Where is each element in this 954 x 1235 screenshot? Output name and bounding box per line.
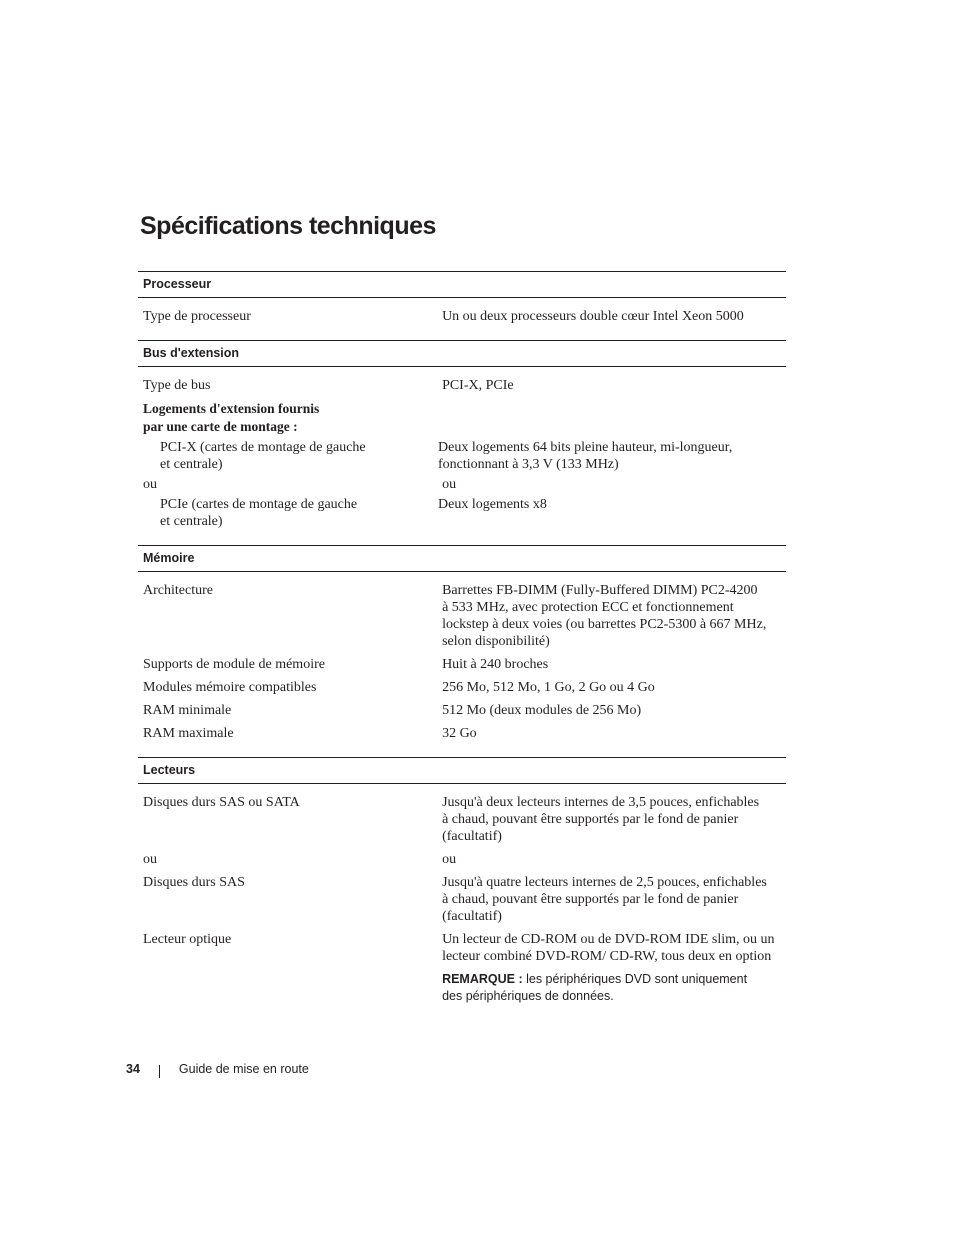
note-text: les périphériques DVD sont uniquement: [522, 972, 748, 986]
section-drives: [138, 757, 786, 1020]
spec-row-or: [138, 851, 786, 868]
spec-value: [442, 582, 786, 650]
spec-value-line: Un lecteur de CD-ROM ou de DVD-ROM IDE slim, ou un: [442, 932, 775, 947]
section-memory: [138, 545, 786, 757]
spec-row-or: [138, 476, 786, 493]
spec-row-memory-sockets: [138, 656, 786, 673]
spec-label-line: PCIe (cartes de montage de gauche: [160, 497, 358, 512]
spec-row-ram-max: [138, 725, 786, 742]
spec-value: [442, 931, 786, 1005]
spec-value: Un ou deux processeurs double cœur Intel Xeon 5000: [442, 309, 744, 324]
spec-value: Huit à 240 broches: [442, 657, 549, 672]
spec-row-expansion-slots: [138, 400, 786, 436]
spec-label: Type de bus: [143, 378, 211, 393]
section-heading-drives: Lecteurs: [138, 758, 786, 784]
spec-label-line: et centrale): [160, 457, 223, 472]
page-footer: [126, 1062, 309, 1076]
spec-value-line: (facultatif): [442, 829, 502, 844]
spec-label: Type de processeur: [143, 309, 251, 324]
document-title: Guide de mise en route: [178, 1062, 309, 1076]
spec-label: Modules mémoire compatibles: [143, 680, 317, 695]
spec-value: PCI-X, PCIe: [442, 378, 514, 393]
spec-label: Architecture: [143, 583, 213, 598]
spec-label: Lecteur optique: [143, 932, 232, 947]
section-heading-processor: Processeur: [138, 272, 786, 298]
spec-label: [138, 439, 438, 473]
spec-value-line: Deux logements 64 bits pleine hauteur, mi-longueur,: [438, 440, 733, 455]
spec-value: Deux logements x8: [438, 497, 547, 512]
spec-value: [442, 874, 786, 925]
spec-value: [438, 439, 783, 473]
spec-label: RAM maximale: [143, 726, 234, 741]
spec-value-line: à 533 MHz, avec protection ECC et fonctionnement: [442, 600, 734, 615]
page-number: 34: [126, 1062, 140, 1076]
spec-label-line: Logements d'extension fournis: [143, 401, 320, 416]
spec-label: Disques durs SAS: [143, 875, 245, 890]
spec-value-line: Jusqu'à quatre lecteurs internes de 2,5 pouces, enfichables: [442, 875, 767, 890]
section-processor: [138, 271, 786, 340]
note: [442, 971, 786, 1005]
spec-row-pcix: [138, 439, 786, 473]
spec-value-line: Barrettes FB-DIMM (Fully-Buffered DIMM) PC2-4200: [442, 583, 758, 598]
footer-separator: [159, 1065, 160, 1078]
spec-row-sas: [138, 874, 786, 925]
note-text: des périphériques de données.: [442, 989, 614, 1003]
spec-label-line: PCI-X (cartes de montage de gauche: [160, 440, 366, 455]
spec-row-sas-sata: [138, 794, 786, 845]
spec-value: [442, 794, 786, 845]
spec-value-line: selon disponibilité): [442, 634, 550, 649]
spec-value-line: à chaud, pouvant être supportés par le fond de panier: [442, 892, 739, 907]
spec-value-line: fonctionnant à 3,3 V (133 MHz): [438, 457, 619, 472]
spec-value: ou: [442, 852, 457, 867]
spec-row-memory-modules: [138, 679, 786, 696]
spec-value-line: (facultatif): [442, 909, 502, 924]
spec-row-pcie: [138, 496, 786, 530]
spec-value: ou: [442, 477, 457, 492]
specifications-table: [138, 271, 786, 1020]
spec-label: ou: [143, 852, 157, 867]
spec-value-line: à chaud, pouvant être supportés par le fond de panier: [442, 812, 739, 827]
spec-label: RAM minimale: [143, 703, 232, 718]
section-heading-memory: Mémoire: [138, 546, 786, 572]
spec-row-bus-type: [138, 377, 786, 394]
spec-value-line: lecteur combiné DVD-ROM/ CD-RW, tous deux en option: [442, 949, 772, 964]
spec-row-architecture: [138, 582, 786, 650]
spec-label: Supports de module de mémoire: [143, 657, 325, 672]
spec-row-optical-drive: [138, 931, 786, 1005]
spec-row-ram-min: [138, 702, 786, 719]
spec-value: 32 Go: [442, 726, 477, 741]
spec-value-line: lockstep à deux voies (ou barrettes PC2-5300 à 667 MHz,: [442, 617, 767, 632]
spec-value-line: Jusqu'à deux lecteurs internes de 3,5 pouces, enfichables: [442, 795, 760, 810]
spec-row-processor-type: [138, 308, 786, 325]
spec-value: 512 Mo (deux modules de 256 Mo): [442, 703, 642, 718]
spec-label: [138, 400, 442, 436]
spec-value: 256 Mo, 512 Mo, 1 Go, 2 Go ou 4 Go: [442, 680, 655, 695]
spec-label: ou: [143, 477, 157, 492]
note-label: REMARQUE :: [442, 972, 523, 986]
section-expansion-bus: [138, 340, 786, 545]
spec-label-line: par une carte de montage :: [143, 419, 298, 434]
spec-label: Disques durs SAS ou SATA: [143, 795, 300, 810]
spec-label-line: et centrale): [160, 514, 223, 529]
page-title: Spécifications techniques: [140, 212, 436, 240]
spec-label: [138, 496, 438, 530]
section-heading-expansion-bus: Bus d'extension: [138, 341, 786, 367]
